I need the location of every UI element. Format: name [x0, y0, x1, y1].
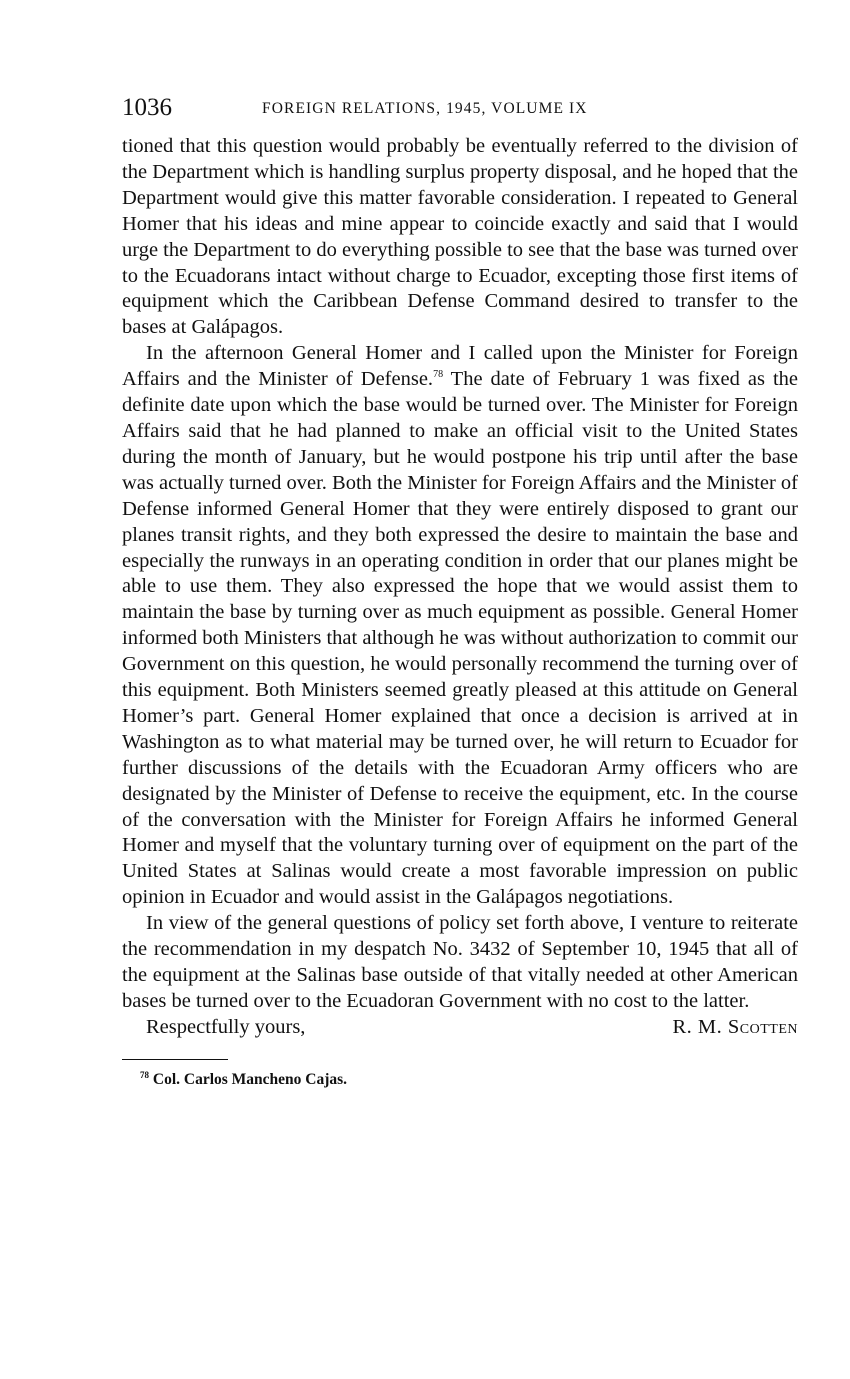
- signer-name: [672, 1015, 798, 1041]
- paragraph-recommendation: In view of the general questions of policy set forth above, I venture to reiterate the recommendation in my despatch No. 3432 of September 10, 1945 that all of the equipment at the Salinas base outside of that vitally needed at other American bases be turned over to the Ecuadoran Government with no cost to the latter.: [122, 912, 798, 1012]
- footnote-divider: [122, 1059, 228, 1060]
- signer-initials: R. M.: [672, 1015, 728, 1038]
- footnote: [122, 1070, 798, 1090]
- signature-block: [122, 1015, 798, 1043]
- footnote-number: 78: [140, 1069, 149, 1080]
- page-number: 1036: [122, 94, 172, 121]
- closing-salutation: Respectfully yours,: [146, 1015, 306, 1038]
- body-text: [122, 134, 798, 1015]
- paragraph-minister-visit: [122, 341, 798, 911]
- footnote-reference: 78: [433, 369, 444, 381]
- running-head: FOREIGN RELATIONS, 1945, VOLUME IX: [262, 100, 588, 117]
- footnote-text: Col. Carlos Mancheno Cajas.: [149, 1070, 348, 1088]
- document-page: [122, 92, 798, 1090]
- paragraph-continued: tioned that this question would probably be eventually referred to the division of the Department which is handling surplus property disposal, and he hoped that the Department would give this matter favorable consideration. I repeated to General Homer that his ideas and mine appear to coincide exactly and said that I would urge the Department to do everything possible to see that the base was turned over to the Ecuadorans intact without charge to Ecuador, excepting those first items of equipment which the Caribbean Defense Command desired to transfer to the bases at Galápagos.: [122, 135, 798, 339]
- page-header: [122, 92, 798, 126]
- paragraph-text: The date of February 1 was fixed as the definite date upon which the base would be turned over. The Minister for Foreign Affairs said that he had planned to make an official visit to the United States during the month of January, but he would postpone his trip until after the base was actually turned over. Both the Minister for Foreign Affairs and the Minister of Defense informed General Homer that they were entirely disposed to grant our planes transit rights, and they both expressed the desire to maintain the base and especially the runways in an operating condition in order that our planes might be able to use them. They also expressed the hope that we would assist them to maintain the base by turning over as much equipment as possible. General Homer informed both Ministers that although he was without authorization to commit our Government on this question, he would personally recommend the turning over of this equipment. Both Ministers seemed greatly pleased at this attitude on General Homer’s part. General Homer explained that once a decision is arrived at in Washington as to what material may be turned over, he will return to Ecuador for further discussions of the details with the Ecuadoran Army officers who are designated by the Minister of Defense to receive the equipment, etc. In the course of the conversation with the Minister for Foreign Affairs he informed General Homer and myself that the voluntary turning over of equipment on the part of the United States at Salinas would create a most favorable impression on public opinion in Ecuador and would assist in the Galápagos negotiations.: [122, 368, 798, 909]
- paragraph-text: In the afternoon General Homer and I called upon the Minister for Foreign Affairs and the Minister of Defense.: [122, 342, 798, 391]
- signer-surname: Scotten: [727, 1015, 798, 1038]
